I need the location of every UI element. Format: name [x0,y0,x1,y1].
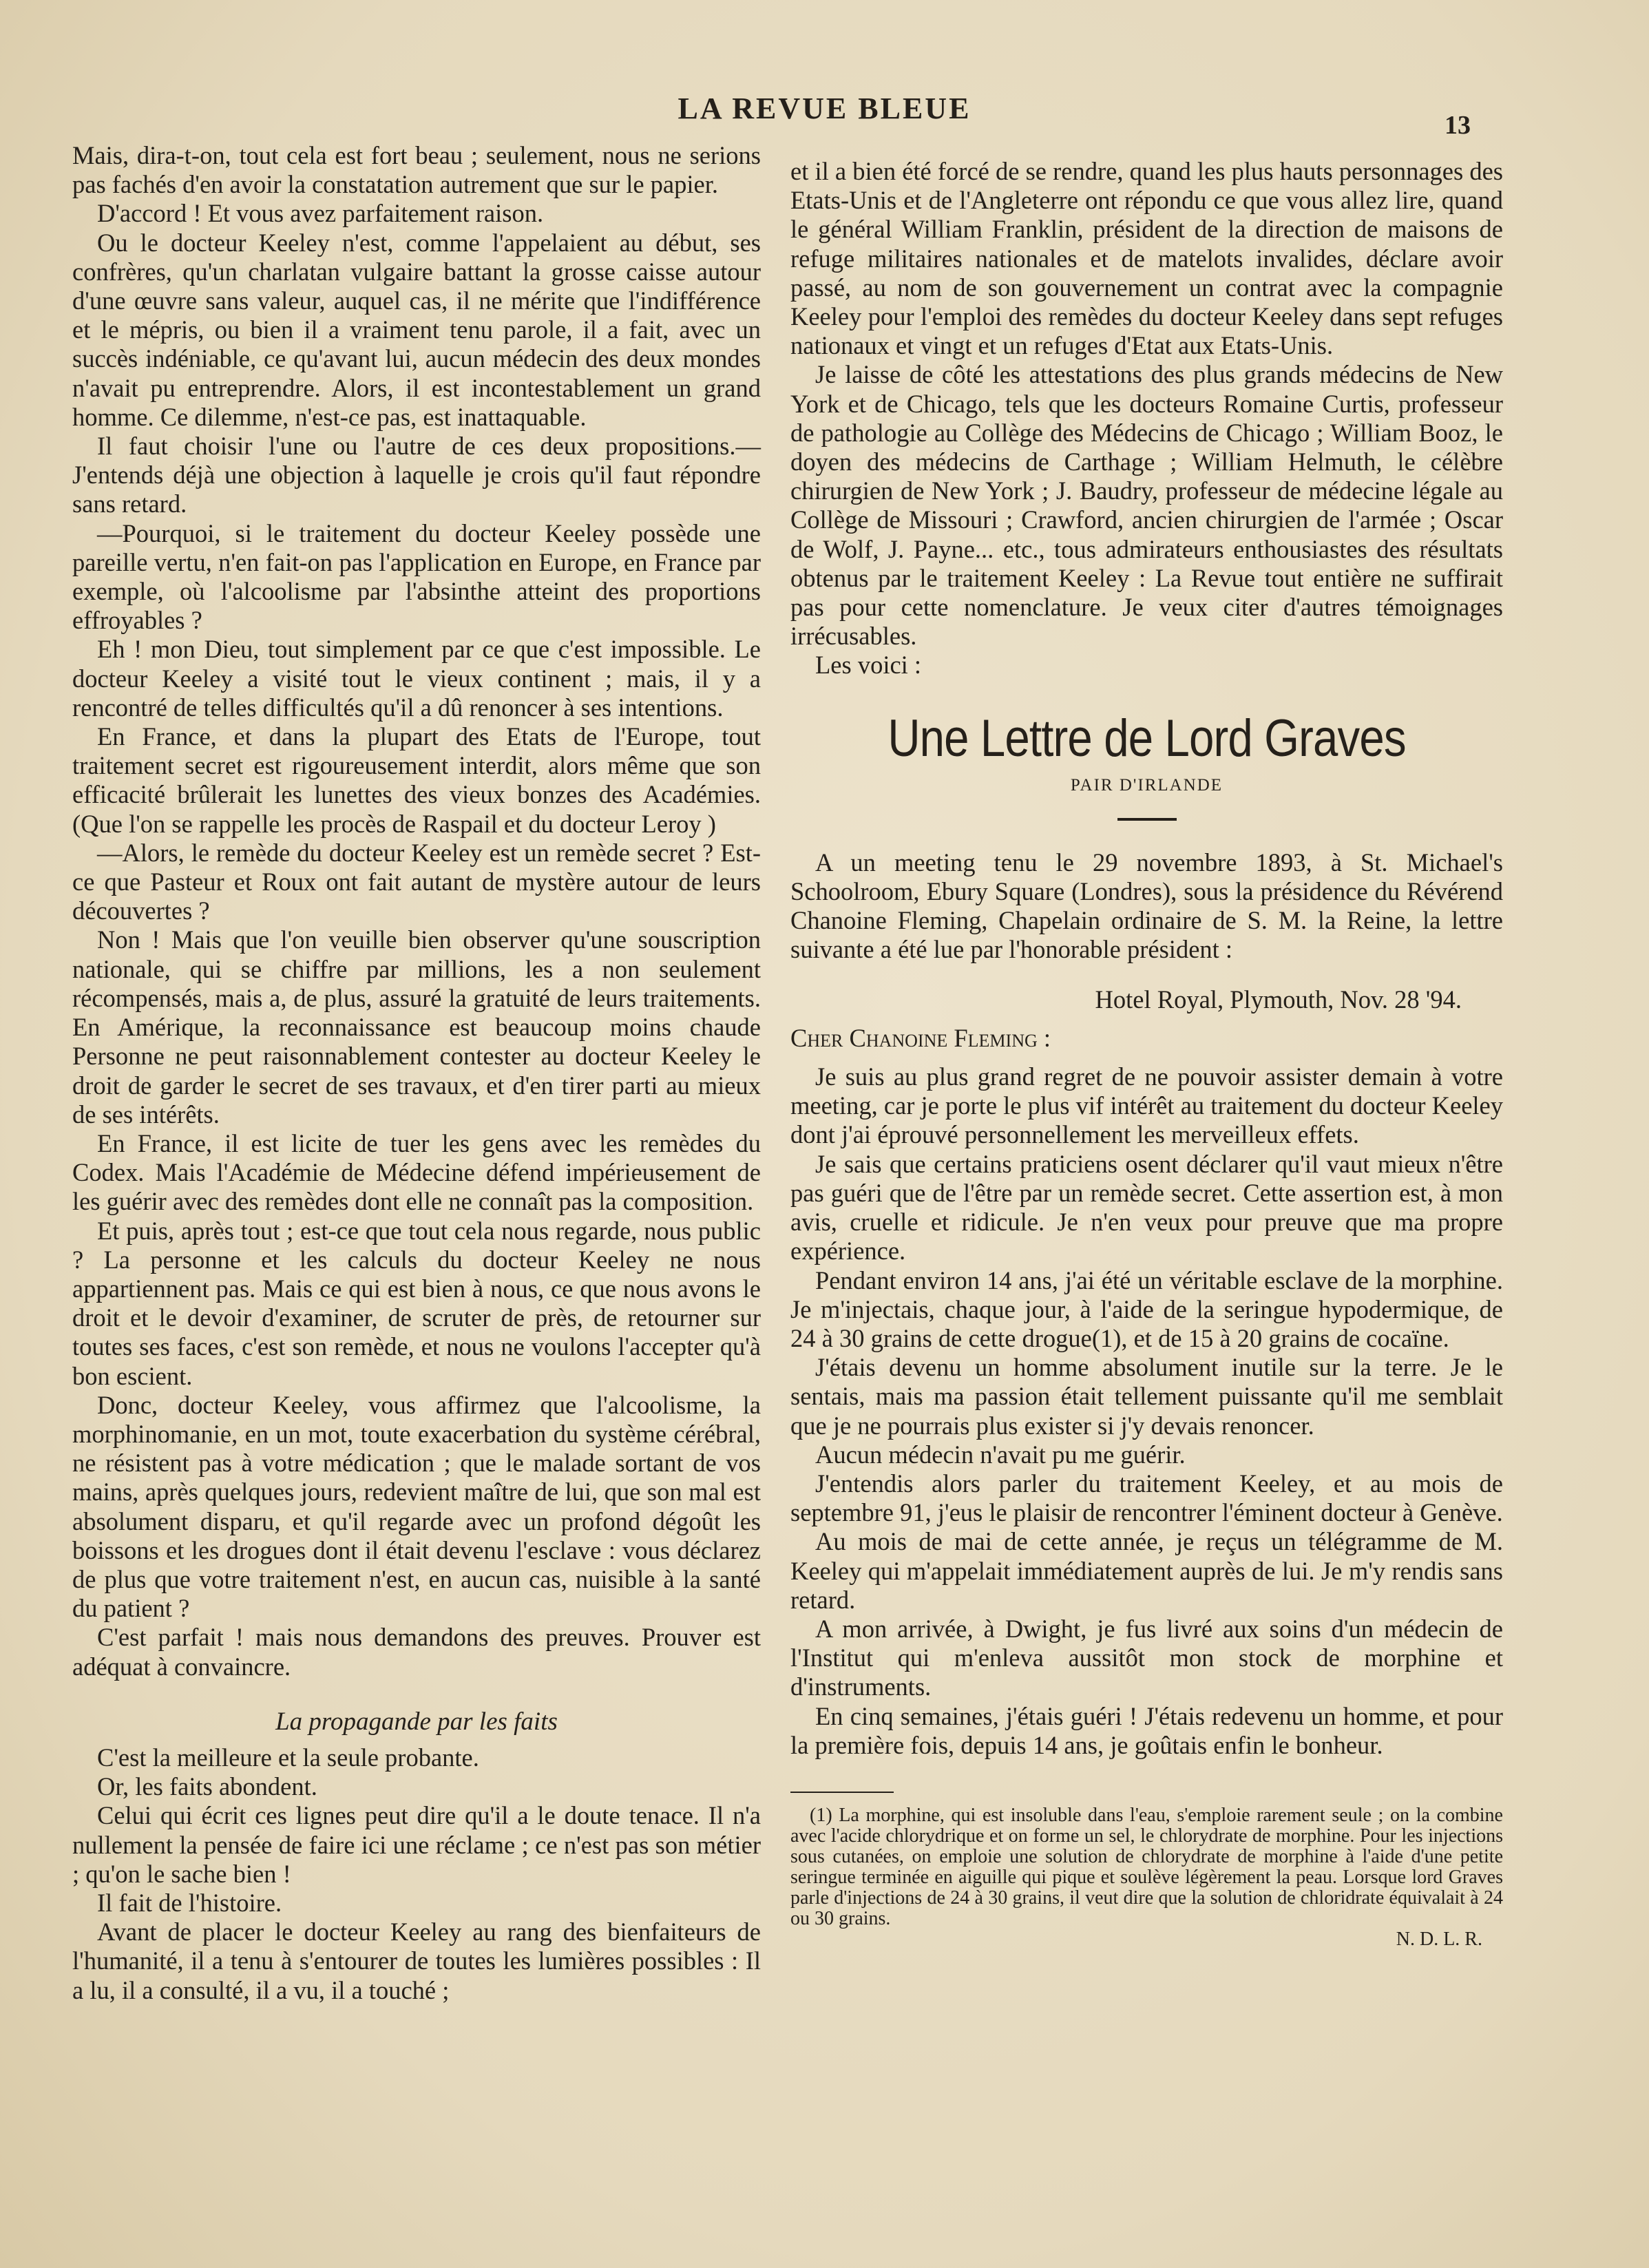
title-rule [1117,818,1177,821]
paragraph: Eh ! mon Dieu, tout simplement par ce que c'est impossible. Le docteur Keeley a visité tout le vieux continent ; mais, il y a rencontré de telles difficultés qu'il a dû renoncer à ses intentions. [72,635,761,722]
letter-paragraph: Je sais que certains praticiens osent déclarer qu'il vaut mieux n'être pas guéri que de l'être par un remède secret. Cette assertion est, à mon avis, cruelle et ridicule. Je n'en veux pour preuve que ma propre expérience. [790,1149,1503,1266]
paragraph: Les voici : [815,651,922,680]
page-number: 13 [1445,111,1471,140]
footnote [790,1805,1503,1950]
paragraph: Il faut choisir l'une ou l'autre de ces deux propositions.— J'entends déjà une objection à laquelle je crois qu'il faut répondre sans retard. [72,432,761,518]
letter-dateline: Hotel Royal, Plymouth, Nov. 28 '94. [1095,985,1462,1014]
right-column [790,157,1503,1950]
section-heading: La propagande par les faits [275,1707,558,1736]
paragraph: En France, et dans la plupart des Etats de l'Europe, tout traitement secret est rigoureusement interdit, alors même que son efficacité brûlerait les lunettes des vieux bonzes des Académies. (Que l'on se rappelle les procès de Raspail et du docteur Leroy ) [72,722,761,838]
footnote-signature: N. D. L. R. [1396,1928,1482,1950]
letter-paragraph: J'étais devenu un homme absolument inutile sur la terre. Je le sentais, mais ma passion était tellement puissante qu'il me semblait que je ne pourrais plus exister si j'y devais renoncer. [790,1353,1503,1440]
paragraph: D'accord ! Et vous avez parfaitement raison. [97,199,544,228]
paragraph: C'est la meilleure et la seule probante. [97,1743,479,1772]
paragraph: Celui qui écrit ces lignes peut dire qu'il a le doute tenace. Il n'a nullement la pensée de faire ici une réclame ; ce n'est pas son métier ; qu'on le sache bien ! [72,1801,761,1888]
footnote-text: (1) La morphine, qui est insoluble dans l'eau, s'emploie rarement seule ; on la combine avec l'acide chlorydrique et on forme un sel, le chlorydrate de morphine. Pour les injections sous cutanées, on emploie une solution de chlorydrate de morphine à l'aide d'une petite seringue terminée en aiguille qui pique et soulève légèrement la peau. Lorsque lord Graves parle d'injections de 24 à 30 grains, il veut dire que la solution de chloridrate équivalait à 24 ou 30 grains. [790,1804,1503,1929]
letter-paragraph: Je suis au plus grand regret de ne pouvoir assister demain à votre meeting, car je porte le plus vif intérêt au traitement du docteur Keeley dont j'ai éprouvé personnellement les merveilleux effets. [790,1062,1503,1149]
paragraph: —Pourquoi, si le traitement du docteur Keeley possède une pareille vertu, n'en fait-on pas l'application en Europe, en France par exemple, où l'alcoolisme par l'absinthe atteint des proportions effroyables ? [72,518,761,635]
paragraph: Ou le docteur Keeley n'est, comme l'appelaient au début, ses confrères, qu'un charlatan vulgaire battant la grosse caisse autour d'une œuvre sans valeur, auquel cas, il ne mérite que l'indifférence et le mépris, ou bien il a vraiment tenu parole, il a fait, avec un succès indéniable, ce qu'avant lui, aucun médecin des deux mondes n'avait pu entreprendre. Alors, il est incontestablement un grand homme. Ce dilemme, n'est-ce pas, est inattaquable. [72,228,761,431]
letter-salutation: Cher Chanoine Fleming : [790,1023,1051,1052]
letter-subtitle: PAIR D'IRLANDE [1070,775,1223,795]
letter-paragraph: Aucun médecin n'avait pu me guérir. [815,1440,1186,1469]
paragraph: Donc, docteur Keeley, vous affirmez que l'alcoolisme, la morphinomanie, en un mot, toute exacerbation du système cérébral, ne résistent pas à votre médication ; que le malade sortant de vos mains, après quelques jours, redevient maître de lui, que son mal est absolument disparu, et qu'il regarde avec un profond dégoût les boissons et les drogues dont il était devenu l'esclave : vous déclarez de plus que votre traitement n'est, en aucun cas, nuisible à la santé du patient ? [72,1390,761,1623]
letter-paragraph: A mon arrivée, à Dwight, je fus livré aux soins d'un médecin de l'Institut qui m'enleva aussitôt mon stock de morphine et d'instruments. [790,1614,1503,1701]
paragraph: Il fait de l'histoire. [97,1888,282,1917]
paragraph: En France, il est licite de tuer les gens avec les remèdes du Codex. Mais l'Académie de Médecine défend impérieusement de les guérir avec des remèdes dont elle ne connaît pas la composition. [72,1128,761,1216]
running-head: LA REVUE BLEUE [678,92,971,125]
letter-paragraph: Au mois de mai de cette année, je reçus un télégramme de M. Keeley qui m'appelait immédiatement auprès de lui. Je m'y rendis sans retard. [790,1527,1503,1614]
paragraph: C'est parfait ! mais nous demandons des preuves. Prouver est adéquat à convaincre. [72,1623,761,1681]
paragraph: Or, les faits abondent. [97,1772,317,1801]
paragraph: Je laisse de côté les attestations des plus grands médecins de New York et de Chicago, tels que les docteurs Romaine Curtis, professeur de pathologie au Collège des Médecins de Chicago ; William Booz, le doyen des médecins de Carthage ; William Helmuth, le célèbre chirurgien de New York ; J. Baudry, professeur de médecine légale au Collège de Missouri ; Crawford, ancien chirurgien de l'armée ; Oscar de Wolf, J. Payne... etc., tous admirateurs enthousiastes des résultats obtenus par le traitement Keeley : La Revue tout entière ne suffirait pas pour cette nomenclature. Je veux citer d'autres témoignages irrécusables. [790,360,1503,651]
letter-intro: A un meeting tenu le 29 novembre 1893, à St. Michael's Schoolroom, Ebury Square (Londres), sous la présidence du Révérend Chanoine Fleming, Chapelain ordinaire de S. M. la Reine, la lettre suivante a été lue par l'honorable président : [790,848,1503,964]
paragraph: Mais, dira-t-on, tout cela est fort beau ; seulement, nous ne serions pas fachés d'en avoir la constatation autrement que sur le papier. [72,141,761,199]
paragraph: Non ! Mais que l'on veuille bien observer qu'une souscription nationale, qui se chiffre par millions, les a non seulement récompensés, mais a, de plus, assuré la gratuité de leurs traitements. En Amérique, la reconnaissance est beaucoup moins chaude Personne ne peut raisonnablement contester au docteur Keeley le droit de garder le secret de ses travaux, et d'en tirer parti au mieux de ses intérêts. [72,925,761,1128]
paragraph: et il a bien été forcé de se rendre, quand les plus hauts personnages des Etats-Unis et de l'Angleterre ont répondu ce que vous allez lire, quand le général William Franklin, président de la direction de maisons de refuge militaires nationales et de matelots invalides, déclare avoir passé, au nom de son gouvernement un contrat avec la compagnie Keeley pour l'emploi des remèdes du docteur Keeley dans sept refuges nationaux et vingt et un refuges d'Etat aux Etats-Unis. [790,157,1503,360]
letter-paragraph: J'entendis alors parler du traitement Keeley, et au mois de septembre 91, j'eus le plaisir de rencontrer l'éminent docteur à Genève. [790,1469,1503,1527]
paragraph: —Alors, le remède du docteur Keeley est un remède secret ? Est-ce que Pasteur et Roux ont fait autant de mystère autour de leurs découvertes ? [72,838,761,925]
paragraph: Avant de placer le docteur Keeley au rang des bienfaiteurs de l'humanité, il a tenu à s'entourer de toutes les lumières possibles : Il a lu, il a consulté, il a vu, il a touché ; [72,1918,761,2004]
letter-paragraph: En cinq semaines, j'étais guéri ! J'étais redevenu un homme, et pour la première fois, depuis 14 ans, je goûtais enfin le bonheur. [790,1701,1503,1759]
letter-title: Une Lettre de Lord Graves [887,708,1406,768]
paragraph: Et puis, après tout ; est-ce que tout cela nous regarde, nous public ? La personne et les calculs du docteur Keeley ne nous appartiennent pas. Mais ce qui est bien à nous, ce que nous avons le droit et le devoir d'examiner, de scruter de près, de retourner sur toutes ses faces, c'est son remède, et nous ne voulons l'accepter qu'à bon escient. [72,1216,761,1390]
left-column [72,141,761,2005]
footnote-rule [790,1792,894,1793]
letter-paragraph: Pendant environ 14 ans, j'ai été un véritable esclave de la morphine. Je m'injectais, chaque jour, à l'aide de la seringue hypodermique, de 24 à 30 grains de cette drogue(1), et de 15 à 20 grains de cocaïne. [790,1266,1503,1352]
